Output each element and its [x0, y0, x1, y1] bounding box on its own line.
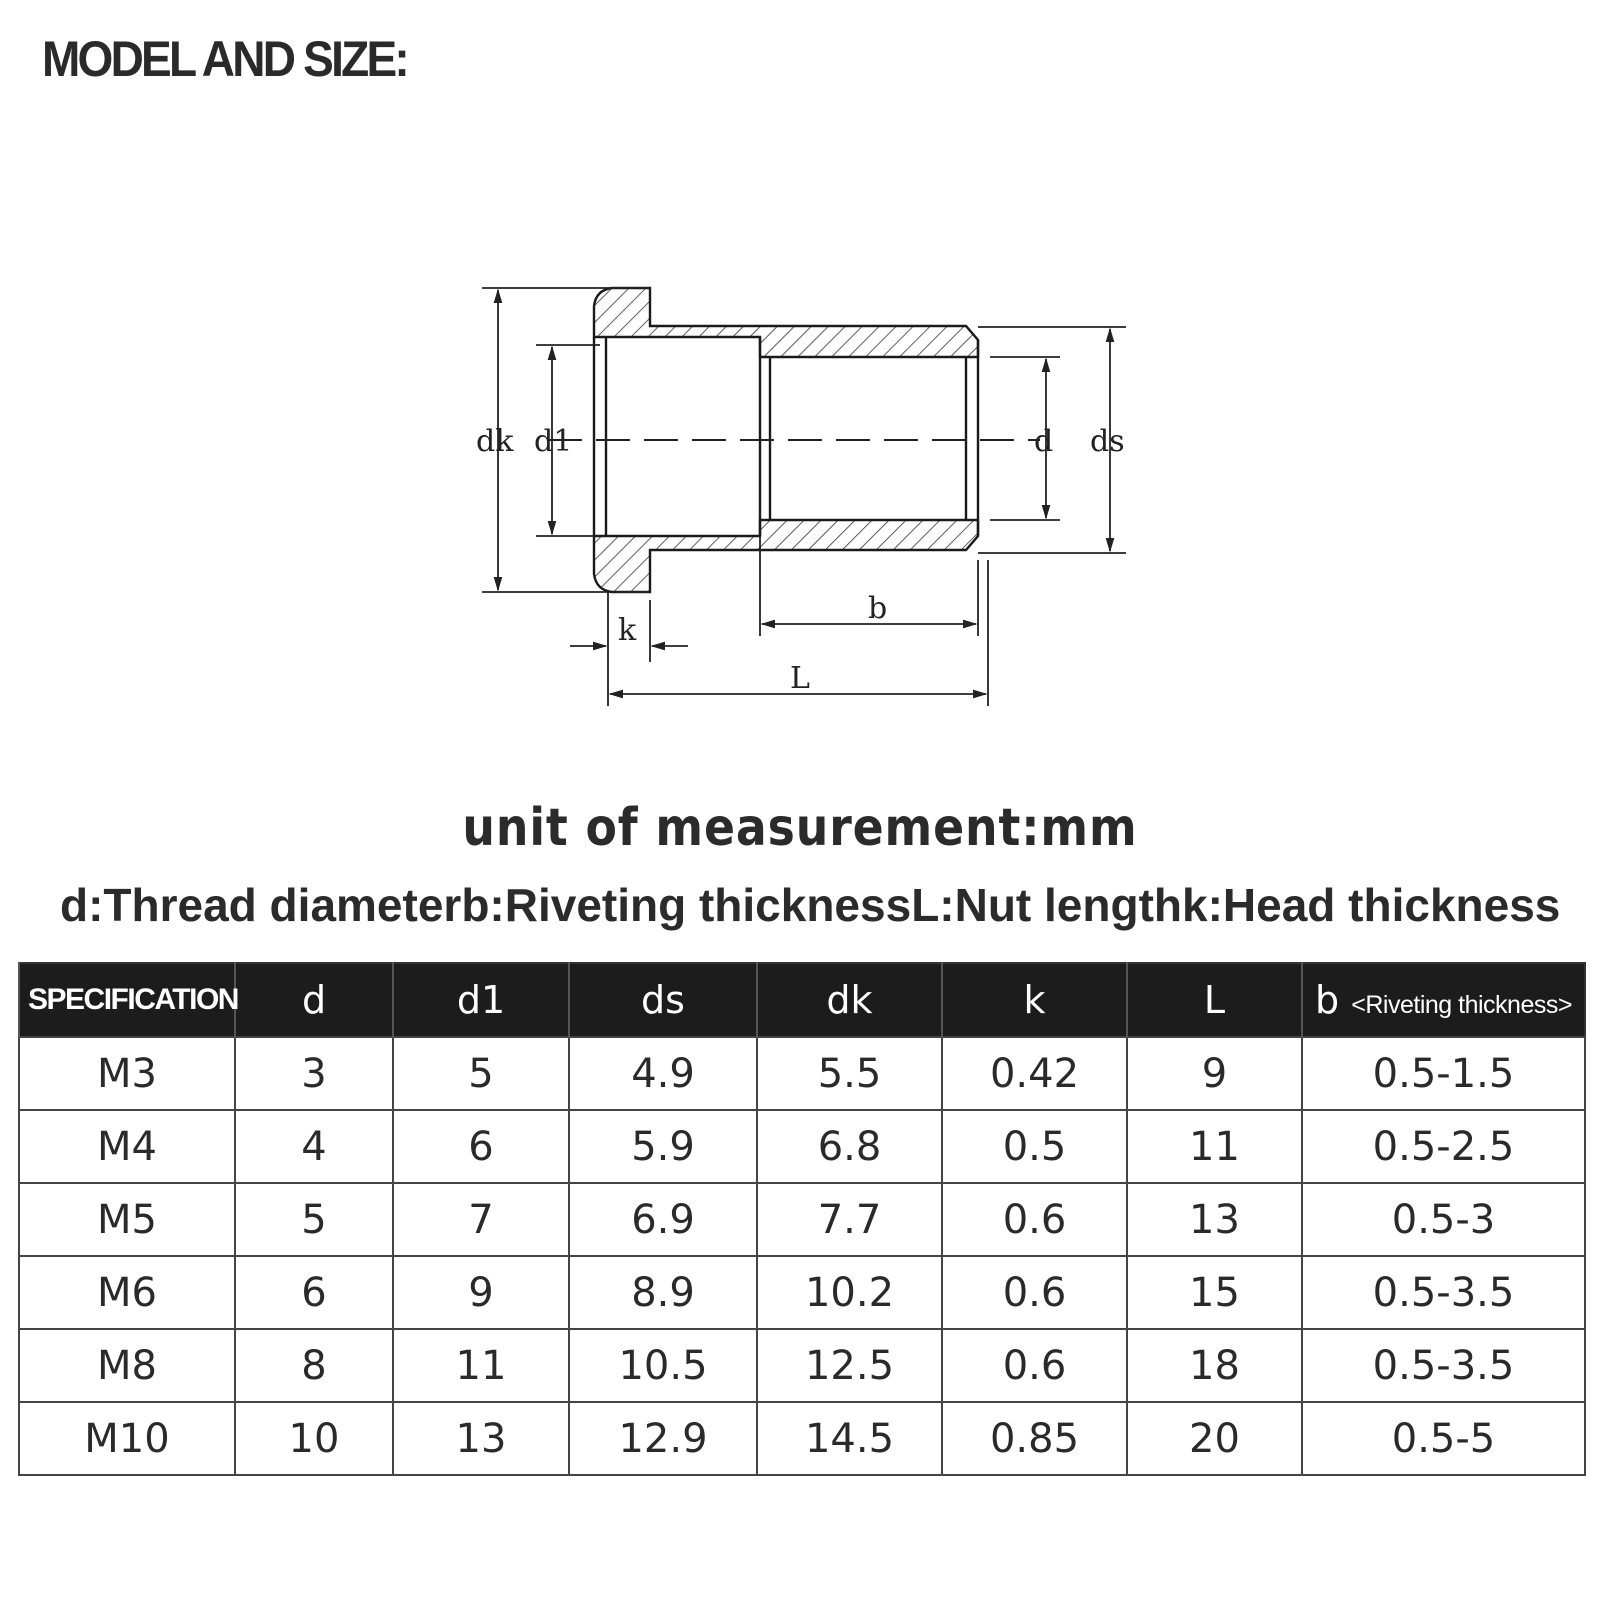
table-cell: 7.7 — [757, 1183, 942, 1256]
header-L: L — [1127, 963, 1302, 1037]
table-cell: 8.9 — [569, 1256, 757, 1329]
table-cell: 10.2 — [757, 1256, 942, 1329]
table-cell: 12.9 — [569, 1402, 757, 1475]
table-cell: 4 — [235, 1110, 393, 1183]
dimension-legend — [60, 878, 1560, 932]
b-label: b — [868, 591, 888, 626]
table-cell: 6.9 — [569, 1183, 757, 1256]
table-cell: 11 — [393, 1329, 569, 1402]
header-dk: dk — [757, 963, 942, 1037]
table-row — [19, 1183, 1585, 1256]
table-cell: 11 — [1127, 1110, 1302, 1183]
header-d: d — [235, 963, 393, 1037]
table-cell: M5 — [19, 1183, 235, 1256]
table-cell: 0.5-3.5 — [1302, 1256, 1585, 1329]
table-cell: 0.5 — [942, 1110, 1127, 1183]
table-cell: M10 — [19, 1402, 235, 1475]
table-cell: 18 — [1127, 1329, 1302, 1402]
table-cell: 14.5 — [757, 1402, 942, 1475]
table-cell: 0.5-3 — [1302, 1183, 1585, 1256]
table-cell: M4 — [19, 1110, 235, 1183]
table-cell: 8 — [235, 1329, 393, 1402]
table-cell: 13 — [393, 1402, 569, 1475]
table-cell: M3 — [19, 1037, 235, 1110]
table-cell: 0.5-3.5 — [1302, 1329, 1585, 1402]
ds-label: ds — [1090, 424, 1125, 459]
table-cell: 0.6 — [942, 1183, 1127, 1256]
header-d1: d1 — [393, 963, 569, 1037]
upper-wall — [594, 288, 978, 357]
table-cell: 0.5-2.5 — [1302, 1110, 1585, 1183]
legend-item-d: d:Thread diameter — [60, 879, 462, 931]
table-row — [19, 1037, 1585, 1110]
rivet-nut-drawing — [0, 0, 1600, 740]
table-cell: 15 — [1127, 1256, 1302, 1329]
dk-label: dk — [476, 424, 514, 459]
table-cell: 20 — [1127, 1402, 1302, 1475]
legend-item-k: k:Head thickness — [1182, 879, 1561, 931]
table-cell: 10.5 — [569, 1329, 757, 1402]
table-cell: 0.42 — [942, 1037, 1127, 1110]
d1-label: d1 — [534, 424, 573, 459]
header-b — [1302, 963, 1585, 1037]
header-k: k — [942, 963, 1127, 1037]
table-cell: M6 — [19, 1256, 235, 1329]
table-row — [19, 1256, 1585, 1329]
L-label: L — [790, 661, 810, 696]
header-ds: ds — [569, 963, 757, 1037]
table-cell: 0.85 — [942, 1402, 1127, 1475]
d-label: d — [1034, 424, 1054, 459]
size-table — [18, 962, 1586, 1476]
header-b-symbol: b — [1315, 978, 1340, 1022]
table-cell: 7 — [393, 1183, 569, 1256]
k-label: k — [618, 613, 637, 648]
unit-of-measurement: unit of measurement:mm — [462, 798, 1138, 858]
table-cell: 10 — [235, 1402, 393, 1475]
table-cell: 3 — [235, 1037, 393, 1110]
lower-wall — [594, 520, 978, 592]
table-cell: 0.6 — [942, 1256, 1127, 1329]
table-row — [19, 1110, 1585, 1183]
table-cell: 6.8 — [757, 1110, 942, 1183]
page-title: MODEL AND SIZE: — [42, 31, 407, 87]
table-cell: 0.5-1.5 — [1302, 1037, 1585, 1110]
table-cell: 5.9 — [569, 1110, 757, 1183]
table-header-row — [19, 963, 1585, 1037]
table-body — [19, 1037, 1585, 1475]
table-cell: 9 — [393, 1256, 569, 1329]
table-cell: 6 — [393, 1110, 569, 1183]
header-b-note: <Riveting thickness> — [1351, 991, 1572, 1019]
table-cell: 5 — [235, 1183, 393, 1256]
table-cell: 0.5-5 — [1302, 1402, 1585, 1475]
table-cell: 5 — [393, 1037, 569, 1110]
table-cell: 6 — [235, 1256, 393, 1329]
table-cell: 5.5 — [757, 1037, 942, 1110]
table-cell: 9 — [1127, 1037, 1302, 1110]
table-cell: 13 — [1127, 1183, 1302, 1256]
header-specification: SPECIFICATION — [19, 963, 235, 1037]
table-cell: 0.6 — [942, 1329, 1127, 1402]
table-cell: M8 — [19, 1329, 235, 1402]
table-cell: 12.5 — [757, 1329, 942, 1402]
legend-item-L: L:Nut length — [911, 879, 1182, 931]
legend-item-b: b:Riveting thickness — [461, 879, 912, 931]
table-row — [19, 1329, 1585, 1402]
table-row — [19, 1402, 1585, 1475]
table-cell: 4.9 — [569, 1037, 757, 1110]
